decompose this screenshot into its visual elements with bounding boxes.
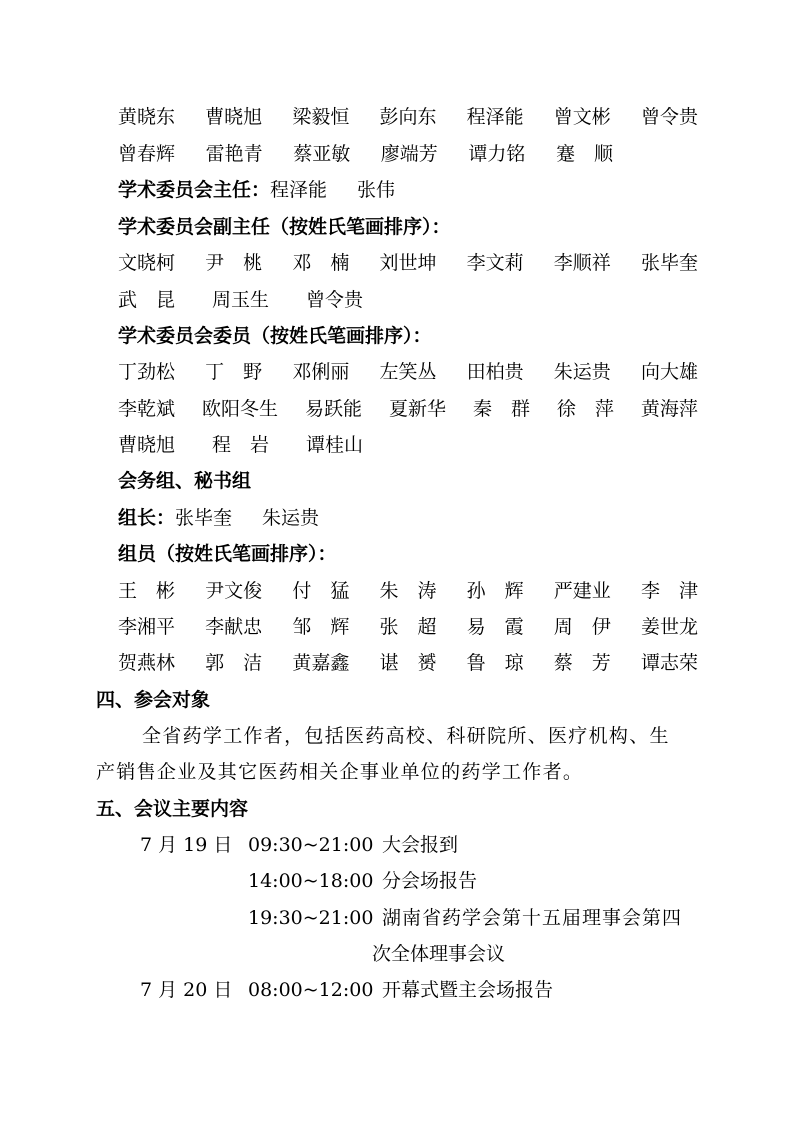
schedule-event: 次全体理事会议 [372, 943, 506, 965]
person-name: 欧阳冬生 [201, 398, 278, 420]
schedule-time: 08:00~12:00 [248, 979, 374, 1001]
person-name: 丁 野 [205, 361, 263, 383]
person-name: 孙 辉 [466, 580, 524, 602]
group-member-row-2 [118, 616, 698, 638]
academic-vice-row-1 [118, 252, 698, 274]
person-name: 曾令贵 [305, 289, 363, 311]
person-name: 李乾斌 [118, 398, 176, 420]
section-4-heading: 四、参会对象 [96, 689, 211, 711]
person-name: 张 超 [379, 616, 437, 638]
person-name: 曾令贵 [640, 106, 698, 128]
group-leader-line [118, 507, 319, 529]
person-name: 张毕奎 [175, 507, 233, 529]
person-name: 周玉生 [211, 289, 269, 311]
person-name: 付 猛 [292, 580, 350, 602]
person-name: 谭志荣 [640, 652, 698, 674]
person-name: 朱 涛 [379, 580, 437, 602]
group-leader-label: 组长： [118, 507, 176, 529]
committee-names-row-2 [118, 143, 613, 165]
person-name: 丁劲松 [118, 361, 176, 383]
person-name: 易跃能 [304, 398, 362, 420]
person-name: 左笑丛 [379, 361, 437, 383]
person-name: 徐 萍 [556, 398, 614, 420]
person-name: 武 昆 [118, 289, 176, 311]
academic-chair-line [118, 179, 395, 201]
person-name: 李文莉 [466, 252, 524, 274]
person-name: 姜世龙 [640, 616, 698, 638]
person-name: 黄嘉鑫 [292, 652, 350, 674]
person-name: 张伟 [357, 179, 396, 201]
person-name: 贺燕林 [118, 652, 176, 674]
person-name: 朱运贵 [262, 507, 320, 529]
schedule-event: 分会场报告 [382, 870, 478, 892]
person-name: 彭向东 [379, 106, 437, 128]
person-name: 谭力铭 [468, 143, 526, 165]
person-name: 程 岩 [211, 434, 269, 456]
person-name: 黄海萍 [640, 398, 698, 420]
person-name: 王 彬 [118, 580, 176, 602]
person-name: 曾春辉 [118, 143, 176, 165]
section-4-paragraph-line-1: 全省药学工作者，包括医药高校、科研院所、医疗机构、生 [142, 725, 670, 747]
person-name: 文晓柯 [118, 252, 176, 274]
person-name: 严建业 [553, 580, 611, 602]
group-member-row-1 [118, 580, 698, 602]
person-name: 田柏贵 [466, 361, 524, 383]
person-name: 程泽能 [466, 106, 524, 128]
person-name: 谌 赟 [379, 652, 437, 674]
group-member-label: 组员（按姓氏笔画排序）： [118, 543, 337, 565]
schedule-event: 湖南省药学会第十五届理事会第四 [382, 907, 683, 929]
person-name: 易 霞 [466, 616, 524, 638]
person-name: 雷艳青 [205, 143, 263, 165]
academic-member-row-1 [118, 361, 698, 383]
schedule-event: 开幕式暨主会场报告 [382, 979, 554, 1001]
section-4-paragraph-line-2: 产销售企业及其它医药相关企事业单位的药学工作者。 [96, 761, 584, 783]
academic-vice-label: 学术委员会副主任（按姓氏笔画排序）： [118, 216, 451, 238]
person-name: 李湘平 [118, 616, 176, 638]
academic-vice-row-2 [118, 289, 363, 311]
person-name: 邹 辉 [292, 616, 350, 638]
academic-member-row-2 [118, 398, 698, 420]
academic-member-label: 学术委员会委员（按姓氏笔画排序）： [118, 325, 432, 347]
person-name: 曾文彬 [553, 106, 611, 128]
person-name: 梁毅恒 [292, 106, 350, 128]
academic-chair-label: 学术委员会主任： [118, 179, 271, 201]
person-name: 邓 楠 [292, 252, 350, 274]
schedule-date: 7 月 19 日 [140, 834, 233, 856]
group-member-row-3 [118, 652, 698, 674]
person-name: 夏新华 [388, 398, 446, 420]
schedule-time: 14:00~18:00 [248, 870, 374, 892]
person-name: 李 津 [640, 580, 698, 602]
person-name: 张毕奎 [640, 252, 698, 274]
person-name: 朱运贵 [553, 361, 611, 383]
person-name: 蔡 芳 [553, 652, 611, 674]
person-name: 黄晓东 [118, 106, 176, 128]
academic-member-row-3 [118, 434, 363, 456]
schedule-time: 19:30~21:00 [248, 907, 374, 929]
person-name: 李顺祥 [553, 252, 611, 274]
schedule-time: 09:30~21:00 [248, 834, 374, 856]
person-name: 尹文俊 [205, 580, 263, 602]
section-5-heading: 五、会议主要内容 [96, 798, 249, 820]
person-name: 秦 群 [472, 398, 530, 420]
person-name: 曹晓旭 [205, 106, 263, 128]
committee-names-row-1 [118, 106, 698, 128]
person-name: 鲁 琼 [466, 652, 524, 674]
person-name: 李献忠 [205, 616, 263, 638]
person-name: 蹇 顺 [555, 143, 613, 165]
person-name: 程泽能 [270, 179, 328, 201]
person-name: 向大雄 [640, 361, 698, 383]
person-name: 廖端芳 [380, 143, 438, 165]
person-name: 刘世坤 [379, 252, 437, 274]
secretariat-label: 会务组、秘书组 [118, 470, 252, 492]
person-name: 郭 洁 [205, 652, 263, 674]
person-name: 蔡亚敏 [293, 143, 351, 165]
person-name: 曹晓旭 [118, 434, 176, 456]
person-name: 周 伊 [553, 616, 611, 638]
schedule-date: 7 月 20 日 [140, 979, 233, 1001]
schedule-event: 大会报到 [382, 834, 459, 856]
person-name: 谭桂山 [305, 434, 363, 456]
person-name: 尹 桃 [205, 252, 263, 274]
person-name: 邓俐丽 [292, 361, 350, 383]
